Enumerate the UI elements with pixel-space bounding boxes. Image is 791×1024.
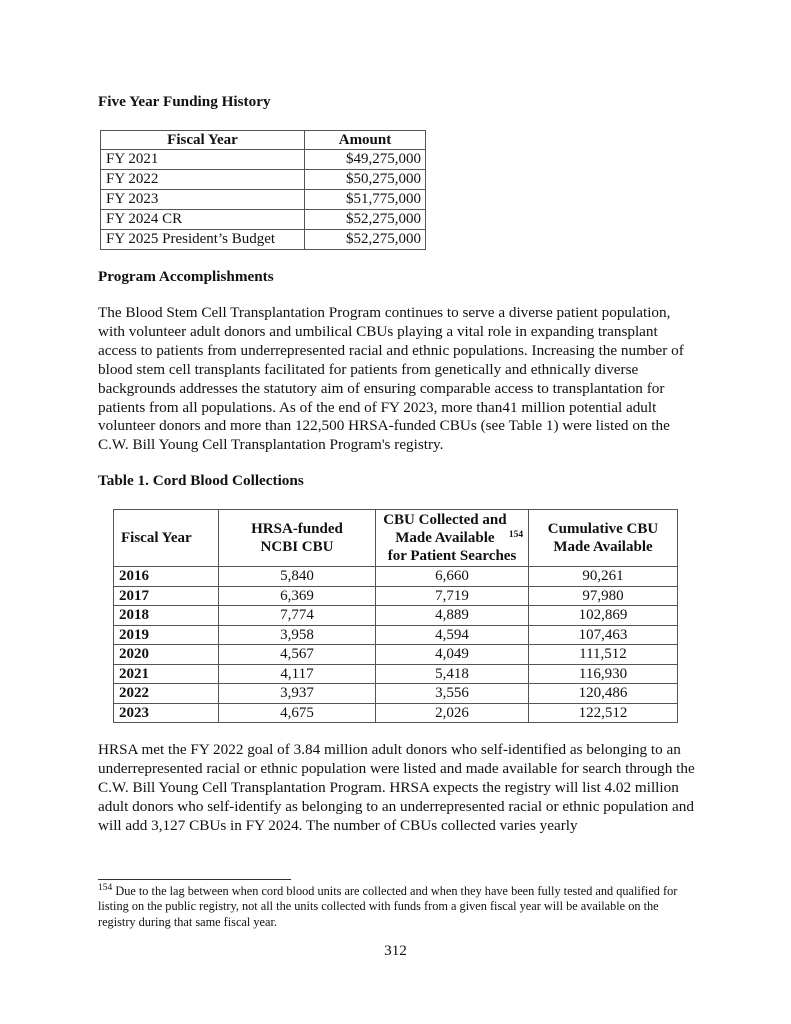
column-header-fiscal-year: Fiscal Year — [101, 131, 305, 150]
year-cell: 2022 — [114, 684, 219, 704]
column-header-fiscal-year: Fiscal Year — [114, 510, 219, 567]
table-row — [101, 150, 426, 170]
cbu-collected-label: CBU Collected and Made Available — [383, 512, 507, 546]
year-cell: 2017 — [114, 586, 219, 606]
table-row — [101, 170, 426, 190]
fiscal-year-cell: FY 2024 CR — [101, 210, 305, 230]
cumulative-cell: 120,486 — [529, 684, 678, 704]
cumulative-cell: 97,980 — [529, 586, 678, 606]
column-header-cumulative: Cumulative CBU Made Available — [529, 510, 678, 567]
amount-cell: $52,275,000 — [305, 210, 426, 230]
funding-history-heading: Five Year Funding History — [98, 93, 271, 110]
footnote-ref: 154 — [508, 530, 524, 540]
table-row — [114, 625, 678, 645]
collected-cell: 4,889 — [376, 606, 529, 626]
cumulative-cell: 116,930 — [529, 664, 678, 684]
table-header-row — [114, 510, 678, 567]
amount-cell: $49,275,000 — [305, 150, 426, 170]
column-header-hrsa-funded: HRSA-funded NCBI CBU — [219, 510, 376, 567]
hrsa-cell: 5,840 — [219, 567, 376, 587]
table-row — [114, 645, 678, 665]
collected-cell: 5,418 — [376, 664, 529, 684]
hrsa-goals-paragraph: HRSA met the FY 2022 goal of 3.84 million adult donors who self-identified as belonging to an underrepresented racial or ethnic population were listed and made available for search through the C.W. Bill Young Cell Transplantation Program. HRSA expects the registry will list 4.02 million adult donors who self-identify as belonging to an underrepresented racial or ethnic population and will add 3,127 CBUs in FY 2024. The number of CBUs collected varies yearly — [98, 741, 695, 834]
hrsa-cell: 3,958 — [219, 625, 376, 645]
collected-cell: 2,026 — [376, 703, 529, 723]
table-row — [114, 664, 678, 684]
footnote-text: Due to the lag between when cord blood units are collected and when they have been fully tested and qualified for listing on the public registry, not all the units collected with funds from a given fiscal year will be available on the registry during that same fiscal year. — [98, 884, 678, 929]
hrsa-cell: 7,774 — [219, 606, 376, 626]
collected-cell: 4,594 — [376, 625, 529, 645]
fiscal-year-cell: FY 2025 President’s Budget — [101, 230, 305, 250]
hrsa-cell: 3,937 — [219, 684, 376, 704]
year-cell: 2021 — [114, 664, 219, 684]
cumulative-cell: 122,512 — [529, 703, 678, 723]
collected-cell: 3,556 — [376, 684, 529, 704]
collected-cell: 6,660 — [376, 567, 529, 587]
cord-blood-collections-table — [113, 509, 678, 723]
hrsa-cell: 4,567 — [219, 645, 376, 665]
year-cell: 2018 — [114, 606, 219, 626]
table-row — [101, 210, 426, 230]
footnote-number: 154 — [98, 883, 113, 893]
fiscal-year-cell: FY 2023 — [101, 190, 305, 210]
collected-cell: 7,719 — [376, 586, 529, 606]
hrsa-cell: 4,117 — [219, 664, 376, 684]
cumulative-cell: 90,261 — [529, 567, 678, 587]
hrsa-cell: 6,369 — [219, 586, 376, 606]
table-row — [114, 684, 678, 704]
year-cell: 2016 — [114, 567, 219, 587]
amount-cell: $52,275,000 — [305, 230, 426, 250]
table-row — [101, 230, 426, 250]
accomplishments-paragraph: The Blood Stem Cell Transplantation Program continues to serve a diverse patient population, with volunteer adult donors and umbilical CBUs playing a vital role in expanding transplant access to patients from underrepresented racial and ethnic populations. Increasing the number of blood stem cell transplants facilitated for patients from genetically and ethnically diverse backgrounds addresses the statutory aim of ensuring comparable access to transplantation for patients from all populations. As of the end of FY 2023, more than41 million potential adult volunteer donors and more than 122,500 HRSA-funded CBUs (see Table 1) were listed on the C.W. Bill Young Cell Transplantation Program's registry. — [98, 304, 684, 454]
cbu-collected-label-suffix: for Patient Searches — [387, 548, 517, 564]
year-cell: 2023 — [114, 703, 219, 723]
table-header-row — [101, 131, 426, 150]
year-cell: 2019 — [114, 625, 219, 645]
footnote-separator — [98, 879, 291, 880]
fiscal-year-cell: FY 2022 — [101, 170, 305, 190]
fiscal-year-cell: FY 2021 — [101, 150, 305, 170]
amount-cell: $51,775,000 — [305, 190, 426, 210]
page-number: 312 — [384, 942, 407, 959]
table1-caption: Table 1. Cord Blood Collections — [98, 472, 304, 489]
table-row — [101, 190, 426, 210]
amount-cell: $50,275,000 — [305, 170, 426, 190]
column-header-cbu-collected — [376, 510, 529, 567]
footnote — [98, 884, 698, 930]
hrsa-cell: 4,675 — [219, 703, 376, 723]
table-row — [114, 703, 678, 723]
program-accomplishments-heading: Program Accomplishments — [98, 268, 274, 285]
table-row — [114, 567, 678, 587]
collected-cell: 4,049 — [376, 645, 529, 665]
year-cell: 2020 — [114, 645, 219, 665]
column-header-amount: Amount — [305, 131, 426, 150]
table-row — [114, 606, 678, 626]
funding-history-table — [100, 130, 426, 250]
cumulative-cell: 107,463 — [529, 625, 678, 645]
cumulative-cell: 102,869 — [529, 606, 678, 626]
cumulative-cell: 111,512 — [529, 645, 678, 665]
table-row — [114, 586, 678, 606]
